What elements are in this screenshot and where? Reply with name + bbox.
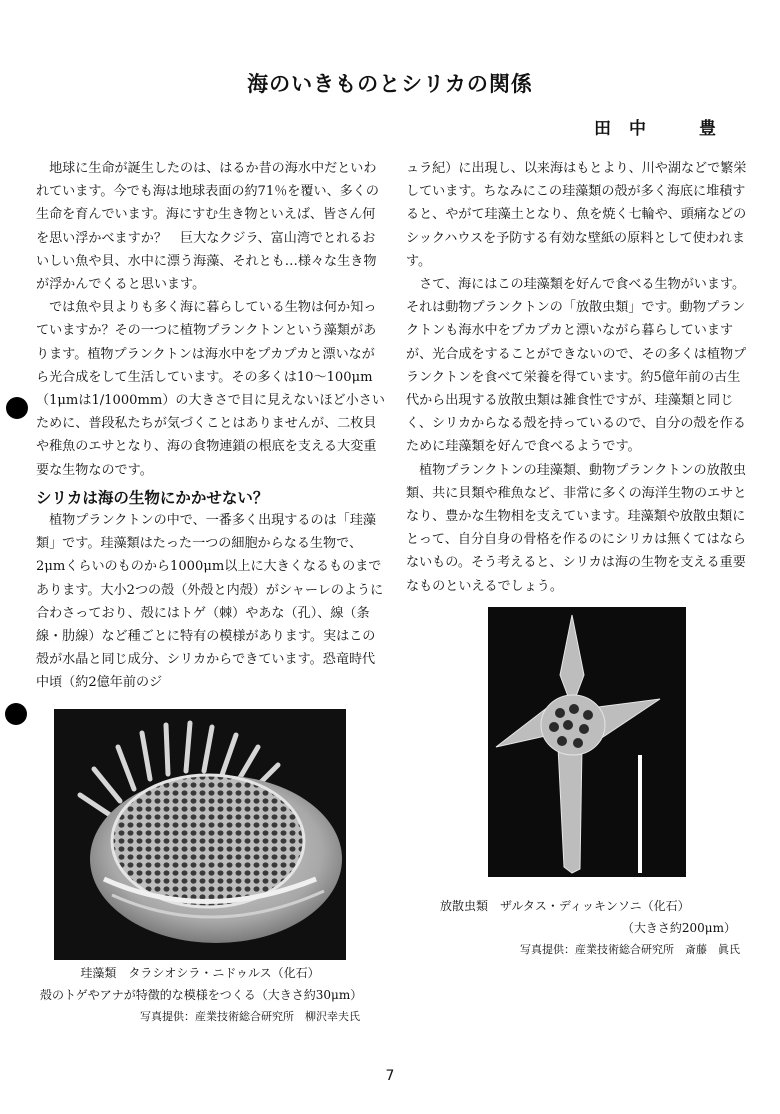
paragraph: さて、海にはこの珪藻類を好んで食べる生物がいます。それは動物プランクトンの「放散虫類」です。動物プランクトンも海水中をプカプカと漂いながら暮らしていますが、光合成をすることができないので、その多くは植物プランクトンを食べて栄養を得ています。約5億年前の古生代から出現する放散虫類は雑食性ですが、珪藻類と同じく、シリカからなる殻を持っているので、自分の殻を作るために珪藻類を好んで食べるようです。 (406, 277, 747, 455)
page-number: 7 (385, 1068, 395, 1084)
paragraph: 植物プランクトンの珪藻類、動物プランクトンの放散虫類、共に貝類や稚魚など、非常に多くの海洋生物のエサとなり、豊かな生物相を支えています。珪藻類や放散虫類にとって、自分自身の骨格を作るのにシリカは無くてはならないもの。そう考えると、シリカは海の生物を支える重要なものといえるでしょう。 (406, 462, 747, 594)
right-column (406, 157, 752, 598)
left-column-section (36, 509, 386, 695)
author-name: 田中 豊 (594, 119, 734, 139)
radiolaria-photo (488, 607, 686, 877)
diatom-photo-credit: 写真提供：産業技術総合研究所 柳沢幸夫氏 (140, 1010, 360, 1023)
article-title: 海のいきものとシリカの関係 (247, 72, 533, 96)
paragraph: 地球に生命が誕生したのは、はるか昔の海水中だといわれています。今でも海は地球表面の約71％を覆い、多くの生命を育んでいます。海にすむ生き物といえば、皆さん何を思い浮かべますか？ 巨大なクジラ、富山湾でとれるおいしい魚や貝、水中に漂う海藻、それとも…様々な生き物が浮かんでくると思います。 (36, 161, 379, 293)
paragraph: ュラ紀）に出現し、以来海はもとより、川や湖などで繁栄しています。ちなみにこの珪藻類の殻が多く海底に堆積すると、やがて珪藻土となり、魚を焼く七輪や、頭痛などのシックハウスを予防する有効な壁紙の原料として使われます。 (406, 161, 747, 269)
scale-bar (638, 755, 642, 873)
radiolaria-caption: 放散虫類 ザルタス・ディッキンソニ（化石） (440, 899, 690, 913)
radiolaria-photo-credit: 写真提供：産業技術総合研究所 斎藤 眞氏 (520, 943, 740, 956)
diatom-caption-detail: 殻のトゲやアナが特徴的な模様をつくる（大きさ約30μm） (40, 988, 363, 1002)
left-column (36, 157, 386, 482)
diatom-photo (54, 709, 346, 960)
paragraph: 植物プランクトンの中で、一番多く出現するのは「珪藻類」です。珪藻類はたった一つの細胞からなる生物で、2μmくらいのものから1000μm以上に大きくなるものまであります。大小2つの殻（外殻と内殻）がシャーレのように合わさっており、殻にはトゲ（棘）やあな（孔）、線（条線・肋線）など種ごとに特有の模様があります。実はこの殻が水晶と同じ成分、シリカからできています。恐竜時代中頃（約2億年前のジ (36, 513, 384, 691)
section-heading: シリカは海の生物にかかせない？ (36, 489, 269, 507)
binder-hole-mark (6, 397, 28, 419)
paragraph: では魚や貝よりも多く海に暮らしている生物は何か知っていますか？その一つに植物プランクトンという藻類があります。植物プランクトンは海水中をプカプカと漂いながら光合成をして生活しています。その多くは10〜100μm（1μmは1/1000mm）の大きさで目に見えないほど小さいために、普段私たちが気づくことはありませんが、二枚貝や稚魚のエサとなり、海の食物連鎖の根底を支える大変重要な生物なのです。 (36, 300, 385, 478)
binder-hole-mark (5, 703, 27, 725)
radiolaria-caption-detail: （大きさ約200μm） (621, 921, 736, 935)
diatom-caption: 珪藻類 タラシオシラ・ニドゥルス（化石） (80, 966, 320, 980)
